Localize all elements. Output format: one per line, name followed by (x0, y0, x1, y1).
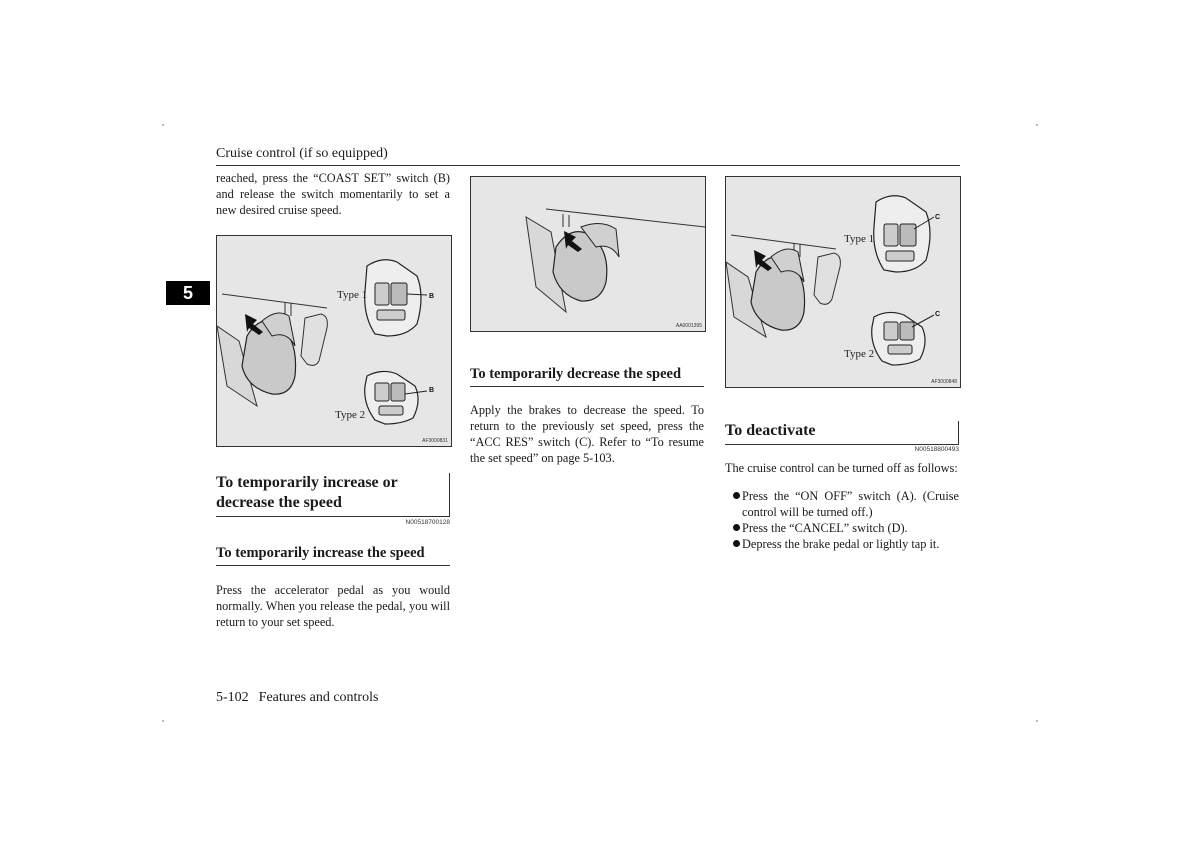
brake-pedal-illustration (471, 177, 705, 331)
column-1-body (216, 582, 450, 630)
type2-label: Type 2 (844, 348, 875, 360)
steering-switch-illustration (217, 236, 451, 446)
figure-coast-set-switch (216, 235, 452, 447)
increase-speed-paragraph: Press the accelerator pedal as you would normally. When you release the pedal, you will return to your set speed. (216, 583, 450, 629)
column-3-body (725, 460, 959, 552)
list-item (725, 536, 959, 552)
decrease-speed-paragraph: Apply the brakes to decrease the speed. To return to the previously set speed, press the “ACC RES” switch (C). Refer to “To resume the set speed” on page 5-103. (470, 403, 704, 465)
column-2-body (470, 402, 704, 466)
list-item (725, 488, 959, 520)
figure-brake-pedal (470, 176, 706, 332)
list-item (725, 520, 959, 536)
switch-c-letter: C (935, 214, 941, 221)
header-rule (216, 165, 960, 166)
column-1 (216, 170, 450, 218)
type1-label: Type 1 (844, 233, 875, 245)
page-number: 5-102 (216, 690, 249, 705)
section-reference-code: N00518700128 (405, 519, 450, 526)
deactivate-bullet-list (725, 488, 959, 552)
section-heading-increase-decrease: To temporarily increase or decrease the speed (216, 473, 450, 517)
intro-paragraph: reached, press the “COAST SET” switch (B) and release the switch momentarily to set a new desired cruise speed. (216, 171, 450, 217)
sub-heading-increase-speed: To temporarily increase the speed (216, 544, 450, 566)
bullet-icon (733, 524, 740, 531)
type2-label: Type 2 (335, 409, 366, 421)
sub-heading-decrease-speed: To temporarily decrease the speed (470, 365, 704, 387)
list-item-text: Press the “CANCEL” switch (D). (742, 521, 908, 535)
bullet-icon (733, 540, 740, 547)
page-header-title: Cruise control (if so equipped) (216, 146, 388, 161)
list-item-text: Press the “ON OFF” switch (A). (Cruise control will be turned off.) (742, 489, 959, 519)
switch-b-letter: B (429, 387, 435, 394)
figure-code: AF3000831 (422, 438, 448, 444)
chapter-tab: 5 (166, 281, 210, 305)
bullet-icon (733, 492, 740, 499)
steering-switch-illustration (726, 177, 960, 387)
crop-mark (162, 720, 164, 722)
footer-section: Features and controls (258, 690, 379, 705)
crop-mark (1036, 124, 1038, 126)
switch-b-letter: B (429, 293, 435, 300)
deactivate-paragraph: The cruise control can be turned off as follows: (725, 461, 958, 475)
crop-mark (162, 124, 164, 126)
figure-acc-res-switch (725, 176, 961, 388)
switch-c-letter: C (935, 311, 941, 318)
list-item-text: Depress the brake pedal or lightly tap it. (742, 537, 940, 551)
section-reference-code: N00518800493 (914, 446, 959, 453)
figure-code: AF3000848 (931, 379, 957, 385)
page-footer (216, 690, 378, 706)
crop-mark (1036, 720, 1038, 722)
type1-label: Type 1 (337, 289, 368, 301)
section-heading-deactivate: To deactivate (725, 421, 959, 445)
figure-code: AA0001395 (675, 323, 702, 329)
